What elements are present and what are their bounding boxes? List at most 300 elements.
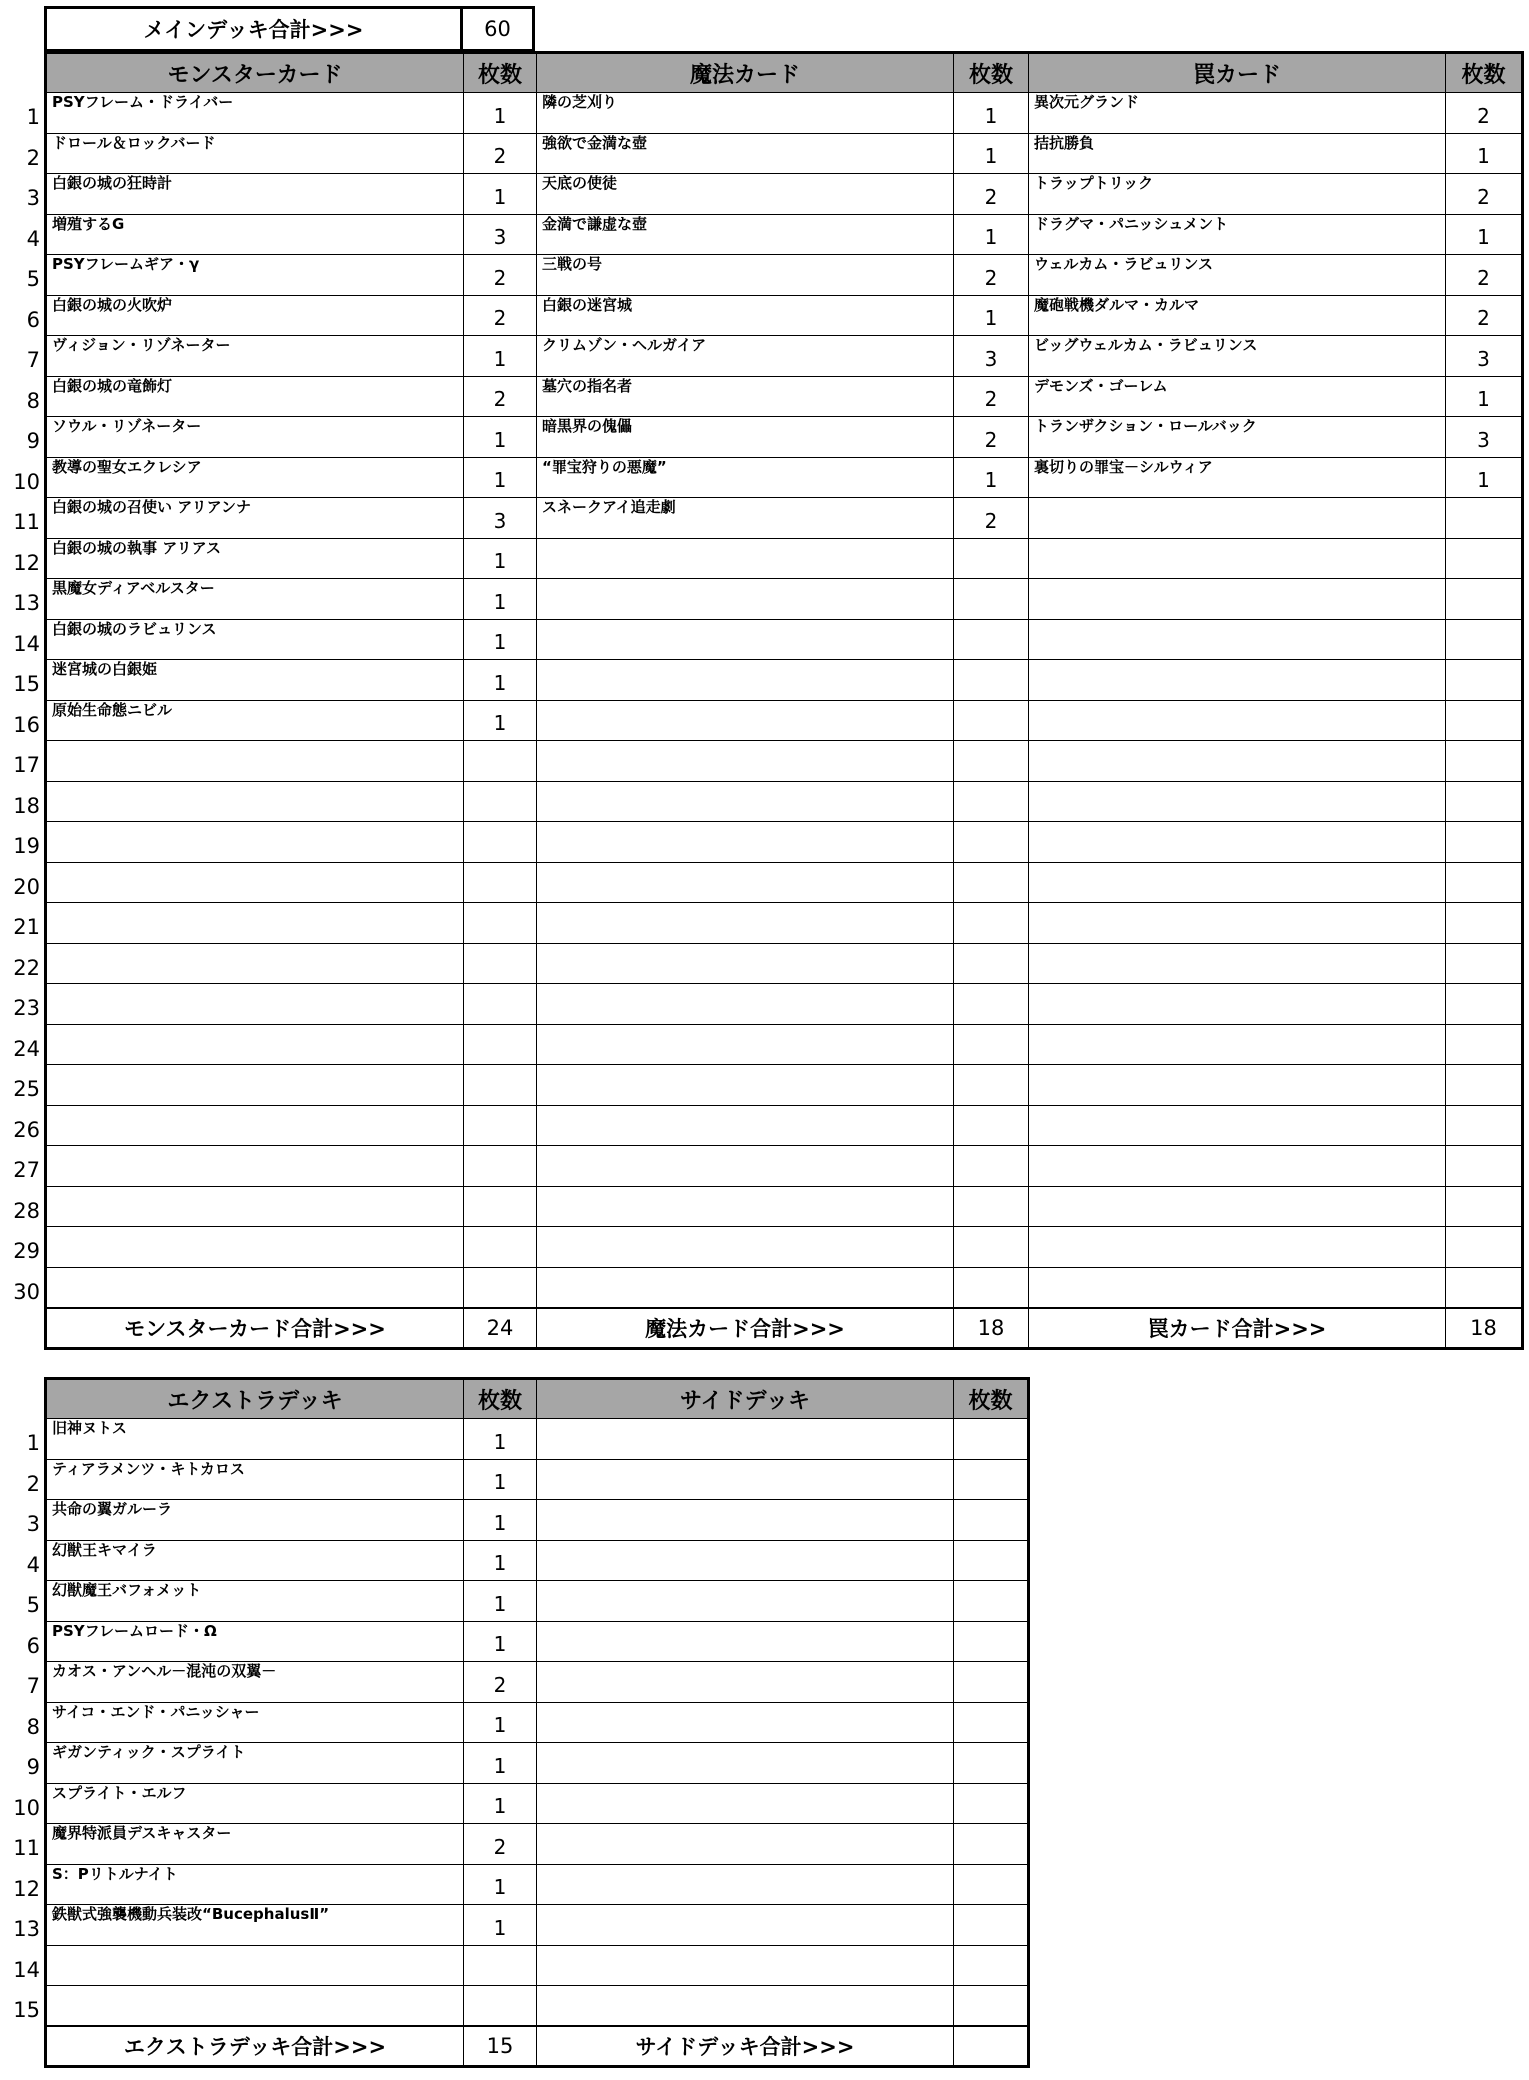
monster-card-name: [46, 903, 464, 944]
spell-card-name: [537, 1146, 954, 1187]
table-row: [46, 1783, 1029, 1824]
row-number: 7: [26, 1674, 40, 1698]
side-card-name: [537, 1500, 954, 1541]
monster-card-name: ヴィジョン・リゾネーター: [46, 336, 464, 377]
table-row: [46, 741, 1523, 782]
spell-card-count: 2: [954, 498, 1029, 539]
table-row: [46, 943, 1523, 984]
trap-card-count: 2: [1446, 93, 1523, 134]
row-number: 28: [13, 1198, 40, 1223]
row-number: 15: [13, 1998, 40, 2022]
main-header-row: [46, 53, 1523, 93]
row-number: 9: [26, 1755, 40, 1779]
extra-card-name: PSYフレームロード・Ω: [46, 1621, 464, 1662]
spell-card-name: [537, 1267, 954, 1308]
extra-total-value: 15: [464, 2026, 537, 2067]
trap-card-name: 拮抗勝負: [1029, 133, 1446, 174]
extra-card-name: S：Pリトルナイト: [46, 1864, 464, 1905]
extra-card-count: 1: [464, 1702, 537, 1743]
table-row: [46, 1146, 1523, 1187]
monster-card-name: [46, 1065, 464, 1106]
trap-card-name: ビッグウェルカム・ラビュリンス: [1029, 336, 1446, 377]
spell-card-count: [954, 862, 1029, 903]
spell-card-count: 2: [954, 417, 1029, 458]
trap-card-name: [1029, 1267, 1446, 1308]
row-number: 1: [26, 1431, 40, 1455]
monster-card-count: [464, 1267, 537, 1308]
trap-card-name: トラップトリック: [1029, 174, 1446, 215]
row-number: 22: [13, 955, 40, 980]
side-card-name: [537, 1743, 954, 1784]
spell-card-name: 隣の芝刈り: [537, 93, 954, 134]
row-number: 26: [13, 1117, 40, 1142]
monster-card-count: 3: [464, 214, 537, 255]
monster-card-name: [46, 822, 464, 863]
row-number: 14: [13, 631, 40, 656]
side-card-name: [537, 1581, 954, 1622]
extra-card-count: 1: [464, 1459, 537, 1500]
table-row: [46, 1824, 1029, 1865]
extra-card-name: 幻獣魔王バフォメット: [46, 1581, 464, 1622]
spell-card-count: [954, 1105, 1029, 1146]
spell-card-name: [537, 1105, 954, 1146]
trap-card-name: [1029, 498, 1446, 539]
trap-card-name: [1029, 619, 1446, 660]
spell-card-count: 2: [954, 255, 1029, 296]
extra-card-count: [464, 1945, 537, 1986]
main-deck-total-value: 60: [462, 8, 534, 51]
spell-card-name: [537, 1186, 954, 1227]
row-number: 12: [13, 1876, 40, 1901]
extra-card-count: 1: [464, 1905, 537, 1946]
side-card-name: [537, 1945, 954, 1986]
spell-card-name: [537, 700, 954, 741]
spell-card-count: [954, 1267, 1029, 1308]
monster-card-name: [46, 1024, 464, 1065]
spell-card-count: [954, 538, 1029, 579]
monster-card-count: 2: [464, 255, 537, 296]
spell-card-name: 白銀の迷宮城: [537, 295, 954, 336]
extra-card-count: 1: [464, 1581, 537, 1622]
trap-header: 罠カード: [1029, 53, 1446, 93]
spell-card-count: 1: [954, 93, 1029, 134]
trap-card-name: 異次元グランド: [1029, 93, 1446, 134]
trap-card-name: [1029, 1146, 1446, 1187]
side-card-count: [954, 1540, 1029, 1581]
spell-card-count: 1: [954, 457, 1029, 498]
table-row: [46, 579, 1523, 620]
table-row: [46, 295, 1523, 336]
trap-card-count: [1446, 579, 1523, 620]
trap-card-name: [1029, 1227, 1446, 1268]
trap-card-name: デモンズ・ゴーレム: [1029, 376, 1446, 417]
extra-card-name: ティアラメンツ・キトカロス: [46, 1459, 464, 1500]
trap-card-name: [1029, 741, 1446, 782]
row-number: 11: [13, 510, 40, 534]
trap-card-count: [1446, 781, 1523, 822]
row-number: 1: [26, 105, 40, 129]
extra-card-count: 1: [464, 1540, 537, 1581]
extra-header: エクストラデッキ: [46, 1379, 464, 1419]
trap-card-count: [1446, 741, 1523, 782]
trap-total-label: 罠カード合計>>>: [1029, 1308, 1446, 1349]
monster-card-count: [464, 943, 537, 984]
row-number: 7: [26, 348, 40, 372]
trap-card-name: [1029, 822, 1446, 863]
trap-card-count: [1446, 700, 1523, 741]
row-number: 6: [26, 1633, 40, 1658]
trap-card-count: [1446, 1227, 1523, 1268]
trap-card-count: [1446, 822, 1523, 863]
row-number: 16: [13, 712, 40, 737]
spell-card-name: 金満で謙虚な壺: [537, 214, 954, 255]
main-deck-total-label: メインデッキ合計>>>: [46, 8, 462, 51]
table-row: [46, 1540, 1029, 1581]
table-row: [46, 1864, 1029, 1905]
row-number: 21: [13, 915, 40, 939]
table-row: [46, 1459, 1029, 1500]
extra-total-label: エクストラデッキ合計>>>: [46, 2026, 464, 2067]
spell-card-name: [537, 538, 954, 579]
trap-card-name: [1029, 1105, 1446, 1146]
side-card-name: [537, 1621, 954, 1662]
extra-card-name: 幻獣王キマイラ: [46, 1540, 464, 1581]
side-card-count: [954, 1945, 1029, 1986]
monster-card-name: [46, 1267, 464, 1308]
trap-card-count: [1446, 984, 1523, 1025]
trap-card-count: [1446, 619, 1523, 660]
side-card-name: [537, 1905, 954, 1946]
row-number: 10: [13, 469, 40, 494]
table-row: [46, 1621, 1029, 1662]
monster-card-count: [464, 781, 537, 822]
row-number: 24: [13, 1036, 40, 1061]
spell-card-name: [537, 1065, 954, 1106]
spell-card-name: [537, 1227, 954, 1268]
table-row: [46, 174, 1523, 215]
table-row: [46, 1105, 1523, 1146]
trap-card-count: [1446, 903, 1523, 944]
table-row: [46, 700, 1523, 741]
extra-card-count: 1: [464, 1864, 537, 1905]
trap-card-count: [1446, 943, 1523, 984]
monster-total-value: 24: [464, 1308, 537, 1349]
spell-card-name: [537, 579, 954, 620]
trap-card-count: [1446, 1186, 1523, 1227]
trap-card-name: [1029, 1065, 1446, 1106]
table-row: [46, 214, 1523, 255]
trap-card-count: [1446, 862, 1523, 903]
main-deck-total: [44, 6, 535, 52]
trap-card-count: [1446, 1065, 1523, 1106]
row-number: 10: [13, 1795, 40, 1820]
monster-card-name: 迷宮城の白銀姫: [46, 660, 464, 701]
spell-card-count: [954, 619, 1029, 660]
table-row: [46, 336, 1523, 377]
monster-card-count: 1: [464, 457, 537, 498]
row-number: 11: [13, 1836, 40, 1860]
monster-card-count: [464, 1065, 537, 1106]
extra-card-count: 1: [464, 1500, 537, 1541]
extra-card-count: 1: [464, 1621, 537, 1662]
trap-card-count: 1: [1446, 376, 1523, 417]
monster-card-count: [464, 984, 537, 1025]
table-row: [46, 498, 1523, 539]
table-row: [46, 1581, 1029, 1622]
main-totals-row: [46, 1308, 1523, 1349]
spell-card-count: 3: [954, 336, 1029, 377]
extra-card-count: 2: [464, 1824, 537, 1865]
monster-card-count: [464, 1105, 537, 1146]
trap-count-header: 枚数: [1446, 53, 1523, 93]
row-number: 5: [26, 1593, 40, 1617]
table-row: [46, 1267, 1523, 1308]
side-card-name: [537, 1864, 954, 1905]
trap-card-count: 3: [1446, 336, 1523, 377]
monster-card-name: 白銀の城のラビュリンス: [46, 619, 464, 660]
spell-card-count: [954, 984, 1029, 1025]
trap-card-name: [1029, 862, 1446, 903]
row-number: 14: [13, 1957, 40, 1982]
row-number: 13: [13, 591, 40, 615]
side-card-count: [954, 1500, 1029, 1541]
extra-count-header: 枚数: [464, 1379, 537, 1419]
side-card-count: [954, 1905, 1029, 1946]
table-row: [46, 1419, 1029, 1460]
monster-card-count: [464, 822, 537, 863]
side-card-count: [954, 1986, 1029, 2027]
monster-card-count: 1: [464, 700, 537, 741]
monster-card-count: 1: [464, 538, 537, 579]
trap-card-count: [1446, 1267, 1523, 1308]
row-number: 23: [13, 996, 40, 1020]
table-row: [46, 984, 1523, 1025]
trap-card-name: [1029, 700, 1446, 741]
monster-card-name: 白銀の城の竜飾灯: [46, 376, 464, 417]
row-number: 9: [26, 429, 40, 453]
spell-card-count: [954, 1065, 1029, 1106]
spell-card-name: スネークアイ追走劇: [537, 498, 954, 539]
spell-card-name: [537, 781, 954, 822]
monster-card-count: [464, 862, 537, 903]
row-number: 18: [13, 793, 40, 818]
row-number: 19: [13, 834, 40, 858]
main-deck-table: [44, 51, 1524, 1350]
trap-card-name: 魔砲戦機ダルマ・カルマ: [1029, 295, 1446, 336]
monster-card-name: PSYフレーム・ドライバー: [46, 93, 464, 134]
extra-card-name: [46, 1986, 464, 2027]
monster-card-name: [46, 1227, 464, 1268]
side-card-name: [537, 1540, 954, 1581]
extra-card-name: サイコ・エンド・パニッシャー: [46, 1702, 464, 1743]
table-row: [46, 93, 1523, 134]
row-number: 8: [26, 388, 40, 413]
trap-card-count: 2: [1446, 255, 1523, 296]
side-card-count: [954, 1662, 1029, 1703]
spell-card-count: [954, 943, 1029, 984]
table-row: [46, 1662, 1029, 1703]
table-row: [46, 619, 1523, 660]
side-card-name: [537, 1419, 954, 1460]
table-row: [46, 255, 1523, 296]
table-row: [46, 822, 1523, 863]
table-row: [46, 1024, 1523, 1065]
side-card-count: [954, 1743, 1029, 1784]
side-card-count: [954, 1459, 1029, 1500]
spell-card-count: [954, 1146, 1029, 1187]
trap-card-name: [1029, 579, 1446, 620]
monster-card-name: [46, 781, 464, 822]
spell-card-count: 1: [954, 133, 1029, 174]
row-number: 12: [13, 550, 40, 575]
extra-card-count: 1: [464, 1743, 537, 1784]
spell-total-value: 18: [954, 1308, 1029, 1349]
extra-card-name: 鉄獣式強襲機動兵装改“BucephalusⅡ”: [46, 1905, 464, 1946]
side-card-count: [954, 1783, 1029, 1824]
side-header: サイドデッキ: [537, 1379, 954, 1419]
row-number: 5: [26, 267, 40, 291]
row-number: 27: [13, 1158, 40, 1182]
trap-card-name: [1029, 1024, 1446, 1065]
extra-card-count: 1: [464, 1419, 537, 1460]
monster-card-name: [46, 1105, 464, 1146]
monster-count-header: 枚数: [464, 53, 537, 93]
trap-card-count: 2: [1446, 295, 1523, 336]
monster-card-count: 1: [464, 660, 537, 701]
spell-card-name: クリムゾン・ヘルガイア: [537, 336, 954, 377]
spell-count-header: 枚数: [954, 53, 1029, 93]
spell-card-name: 墓穴の指名者: [537, 376, 954, 417]
trap-card-name: [1029, 538, 1446, 579]
row-number: 2: [26, 145, 40, 170]
spell-card-count: [954, 660, 1029, 701]
monster-card-name: 白銀の城の執事 アリアス: [46, 538, 464, 579]
row-number: 30: [13, 1279, 40, 1304]
monster-card-name: [46, 1186, 464, 1227]
trap-card-name: ウェルカム・ラビュリンス: [1029, 255, 1446, 296]
side-card-name: [537, 1702, 954, 1743]
spell-card-count: [954, 822, 1029, 863]
trap-card-name: [1029, 984, 1446, 1025]
row-number: 13: [13, 1917, 40, 1941]
trap-card-count: [1446, 538, 1523, 579]
row-number: 3: [26, 1512, 40, 1536]
spell-card-name: [537, 943, 954, 984]
extra-card-count: 2: [464, 1662, 537, 1703]
spell-card-name: [537, 660, 954, 701]
spell-card-count: [954, 741, 1029, 782]
spell-card-name: 三戦の号: [537, 255, 954, 296]
spell-card-count: [954, 781, 1029, 822]
trap-card-name: [1029, 943, 1446, 984]
monster-card-count: 1: [464, 174, 537, 215]
trap-card-name: [1029, 903, 1446, 944]
trap-card-count: [1446, 1024, 1523, 1065]
table-row: [46, 457, 1523, 498]
side-total-value: [954, 2026, 1029, 2067]
table-row: [46, 1945, 1029, 1986]
spell-card-name: [537, 984, 954, 1025]
trap-card-count: [1446, 1146, 1523, 1187]
extra-card-count: [464, 1986, 537, 2027]
spell-card-name: 暗黒界の傀儡: [537, 417, 954, 458]
extra-deck-rows: [46, 1419, 1029, 2027]
monster-card-name: ドロール＆ロックバード: [46, 133, 464, 174]
table-row: [46, 862, 1523, 903]
table-row: [46, 781, 1523, 822]
monster-card-count: [464, 1146, 537, 1187]
monster-card-count: 2: [464, 376, 537, 417]
spell-card-count: [954, 903, 1029, 944]
trap-card-count: 1: [1446, 214, 1523, 255]
row-number: 6: [26, 307, 40, 332]
table-row: [46, 538, 1523, 579]
monster-card-count: [464, 903, 537, 944]
extra-card-name: カオス・アンヘル－混沌の双翼－: [46, 1662, 464, 1703]
table-row: [46, 1905, 1029, 1946]
spell-card-name: [537, 741, 954, 782]
monster-card-count: 3: [464, 498, 537, 539]
row-number: 17: [13, 753, 40, 777]
spell-card-name: [537, 822, 954, 863]
extra-card-name: 旧神ヌトス: [46, 1419, 464, 1460]
row-number: 3: [26, 186, 40, 210]
monster-card-count: 2: [464, 295, 537, 336]
table-row: [46, 1500, 1029, 1541]
spell-card-name: “罪宝狩りの悪魔”: [537, 457, 954, 498]
monster-card-name: ソウル・リゾネーター: [46, 417, 464, 458]
row-number: 2: [26, 1471, 40, 1496]
monster-card-count: 1: [464, 417, 537, 458]
monster-card-count: [464, 1024, 537, 1065]
side-card-count: [954, 1824, 1029, 1865]
monster-card-count: [464, 741, 537, 782]
table-row: [46, 133, 1523, 174]
spell-card-count: [954, 579, 1029, 620]
row-number: 4: [26, 226, 40, 251]
table-row: [46, 1065, 1523, 1106]
trap-card-count: [1446, 660, 1523, 701]
table-row: [46, 1743, 1029, 1784]
monster-card-name: [46, 862, 464, 903]
table-row: [46, 660, 1523, 701]
spell-card-name: [537, 862, 954, 903]
trap-card-name: 裏切りの罪宝－シルウィア: [1029, 457, 1446, 498]
extra-card-name: 共命の翼ガルーラ: [46, 1500, 464, 1541]
spell-card-name: [537, 903, 954, 944]
extra-totals-row: [46, 2026, 1029, 2067]
side-total-label: サイドデッキ合計>>>: [537, 2026, 954, 2067]
monster-card-name: 白銀の城の狂時計: [46, 174, 464, 215]
trap-card-count: 2: [1446, 174, 1523, 215]
monster-card-count: 1: [464, 93, 537, 134]
side-card-name: [537, 1824, 954, 1865]
spell-card-name: 天底の使徒: [537, 174, 954, 215]
spell-card-count: [954, 1024, 1029, 1065]
row-number: 25: [13, 1077, 40, 1101]
side-card-count: [954, 1621, 1029, 1662]
monster-card-count: 1: [464, 336, 537, 377]
table-row: [46, 1986, 1029, 2027]
table-row: [46, 1702, 1029, 1743]
monster-total-label: モンスターカード合計>>>: [46, 1308, 464, 1349]
side-card-name: [537, 1459, 954, 1500]
monster-card-name: [46, 984, 464, 1025]
monster-card-name: 教導の聖女エクレシア: [46, 457, 464, 498]
table-row: [46, 417, 1523, 458]
monster-card-name: 増殖するG: [46, 214, 464, 255]
spell-card-count: 2: [954, 174, 1029, 215]
